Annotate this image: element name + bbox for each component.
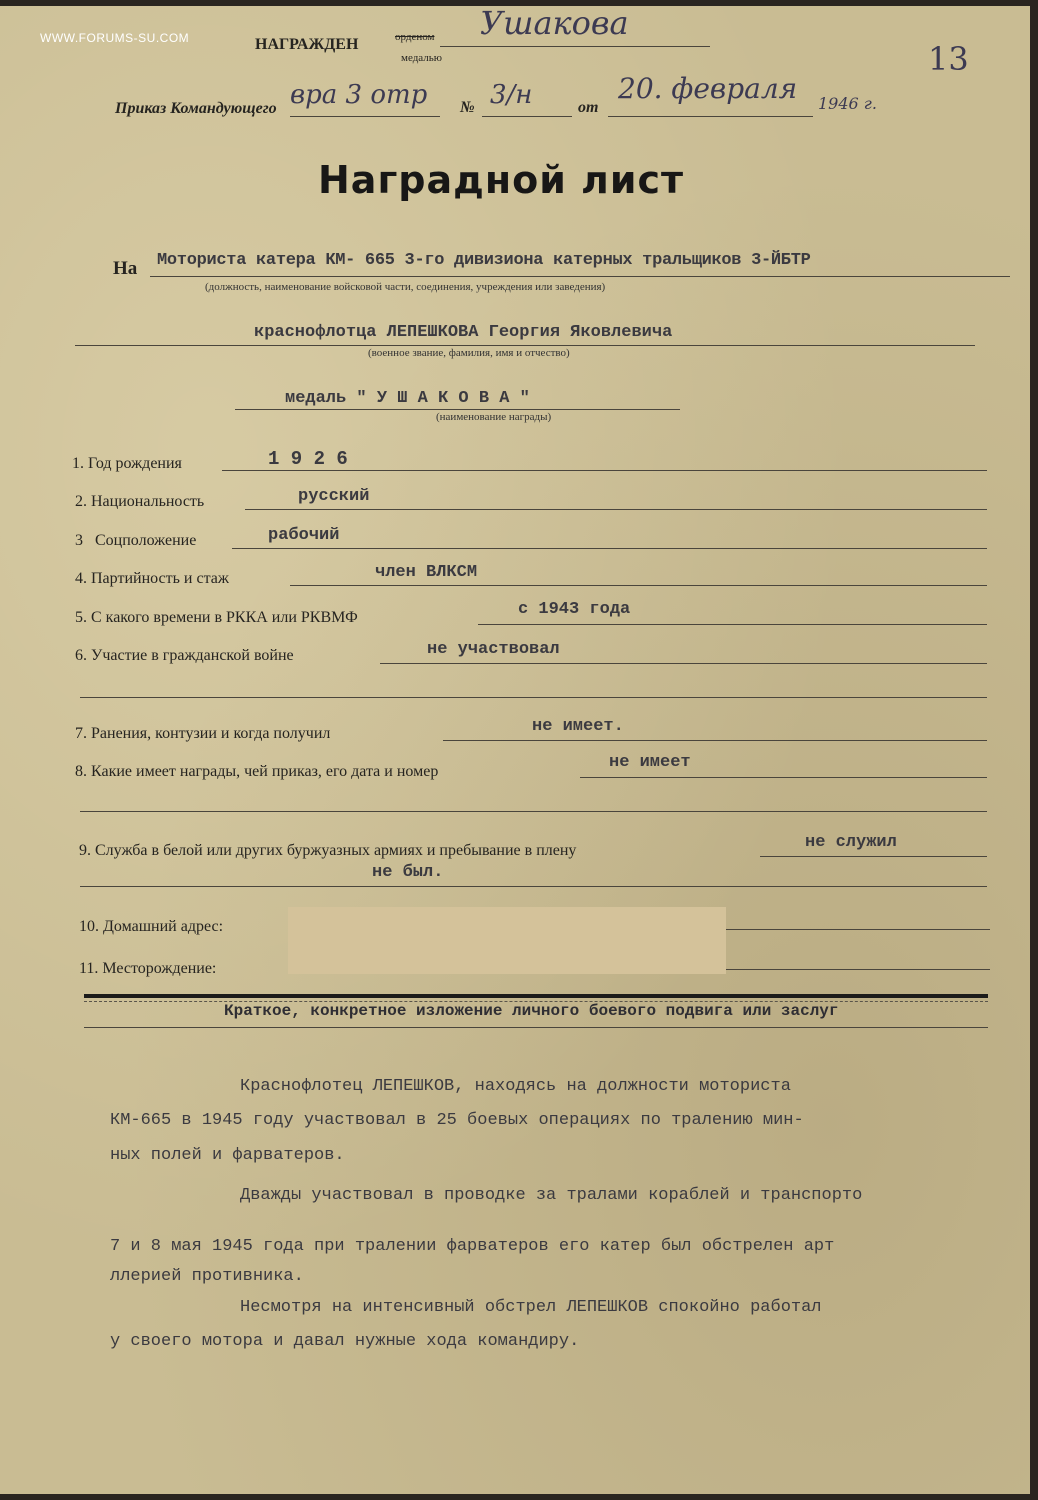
section-title: Краткое, конкретное изложение личного боевого подвига или заслуг [224,1002,839,1020]
to-label: На [113,258,138,279]
awarded-value: Ушакова [480,4,629,42]
field-4-label: 4. Партийность и стаж [75,570,229,587]
field-4-value: член ВЛКСМ [375,563,478,582]
field-8-line [580,777,987,778]
field-8-label: 8. Какие имеет награды, чей приказ, его дата и номер [75,763,439,780]
person-line [75,345,975,346]
awarded-label: НАГРАЖДЕН [255,36,359,53]
field-1-label: 1. Год рождения [72,455,182,472]
date-value: 20. февраля [618,72,798,105]
scan-edge-bottom [0,1494,1038,1500]
field-3-label: 3 Соцположение [75,532,197,549]
field-9-label: 9. Служба в белой или других буржуазных армиях и пребывание в плену [79,842,577,859]
field-6-label: 6. Участие в гражданской войне [75,647,294,664]
page-number: 13 [928,40,969,78]
field-8-value: не имеет [609,753,691,772]
field-7-label: 7. Ранения, контузии и когда получил [75,725,331,742]
award-line [235,409,680,410]
field-10-line [726,929,990,930]
order-label: Приказ Командующего [115,100,277,117]
field-4-line [290,585,987,586]
narrative-line: Дважды участвовал в проводке за тралами кораблей и транспорто [240,1186,863,1205]
field-2-line [245,509,987,510]
field-7-line [443,740,987,741]
field-9-value: не служил [805,833,897,852]
narrative-line: 7 и 8 мая 1945 года при тралении фарватеров его катер был обстрелен арт [110,1237,835,1256]
field-11-line [726,969,990,970]
page-title: Наградной лист [318,158,685,202]
section-bottom-line [84,1027,988,1028]
watermark: WWW.FORUMS-SU.COM [40,31,190,45]
narrative-line: КМ-665 в 1945 году участвовал в 25 боевых операциях по тралению мин- [110,1111,804,1130]
narrative-line: Краснофлотец ЛЕПЕШКОВ, находясь на должности моториста [240,1077,791,1096]
awarded-struck: орденом [395,31,435,43]
award-value: медаль " У Ш А К О В А " [285,389,530,408]
field-9-line-2 [80,886,987,887]
narrative-line: ллерией противника. [110,1267,304,1286]
field-2-label: 2. Национальность [75,493,205,510]
number-value: 3/н [490,80,533,110]
scan-edge-right [1030,0,1038,1500]
field-3-value: рабочий [268,526,340,545]
field-1-value: 1 9 2 6 [268,448,348,470]
field-9-value-2: не был. [372,863,444,882]
field-6-line [380,663,987,664]
date-line [608,116,813,117]
field-6-value: не участвовал [427,640,560,659]
number-line [482,116,572,117]
date-label: от [578,99,599,116]
field-8-line-2 [80,811,987,812]
narrative-line: у своего мотора и давал нужные хода командиру. [110,1332,580,1351]
field-5-label: 5. С какого времени в РККА или РКВМФ [75,609,358,626]
person-caption: (военное звание, фамилия, имя и отчество) [368,347,570,359]
position-caption: (должность, наименование войсковой части, соединения, учреждения или заведения) [205,281,606,293]
field-6-line-2 [80,697,987,698]
award-caption: (наименование награды) [436,411,552,423]
position-line [150,276,1010,277]
field-5-value: с 1943 года [518,600,631,619]
redacted-block [288,907,726,974]
field-2-value: русский [298,487,370,506]
field-7-value: не имеет. [532,717,624,736]
narrative-line: Несмотря на интенсивный обстрел ЛЕПЕШКОВ спокойно работал [240,1298,822,1317]
awarded-line [440,46,710,47]
year-value: 1946 г. [818,94,877,113]
order-by: вра 3 отр [290,80,428,110]
order-line [290,116,440,117]
section-top-bar [84,994,988,998]
person-value: краснофлотца ЛЕПЕШКОВА Георгия Яковлевича [254,323,673,342]
field-9-line [760,856,987,857]
field-11-label: 11. Месторождение: [79,960,217,977]
number-label: № [460,99,475,116]
field-1-line [222,470,987,471]
field-5-line [478,624,987,625]
medal-label: медалью [401,52,442,64]
position-value: Моториста катера КМ- 665 3-го дивизиона катерных тральщиков 3-ЙБТР [157,251,811,270]
field-10-label: 10. Домашний адрес: [79,918,224,935]
field-3-line [232,548,987,549]
narrative-line: ных полей и фарватеров. [110,1146,345,1165]
